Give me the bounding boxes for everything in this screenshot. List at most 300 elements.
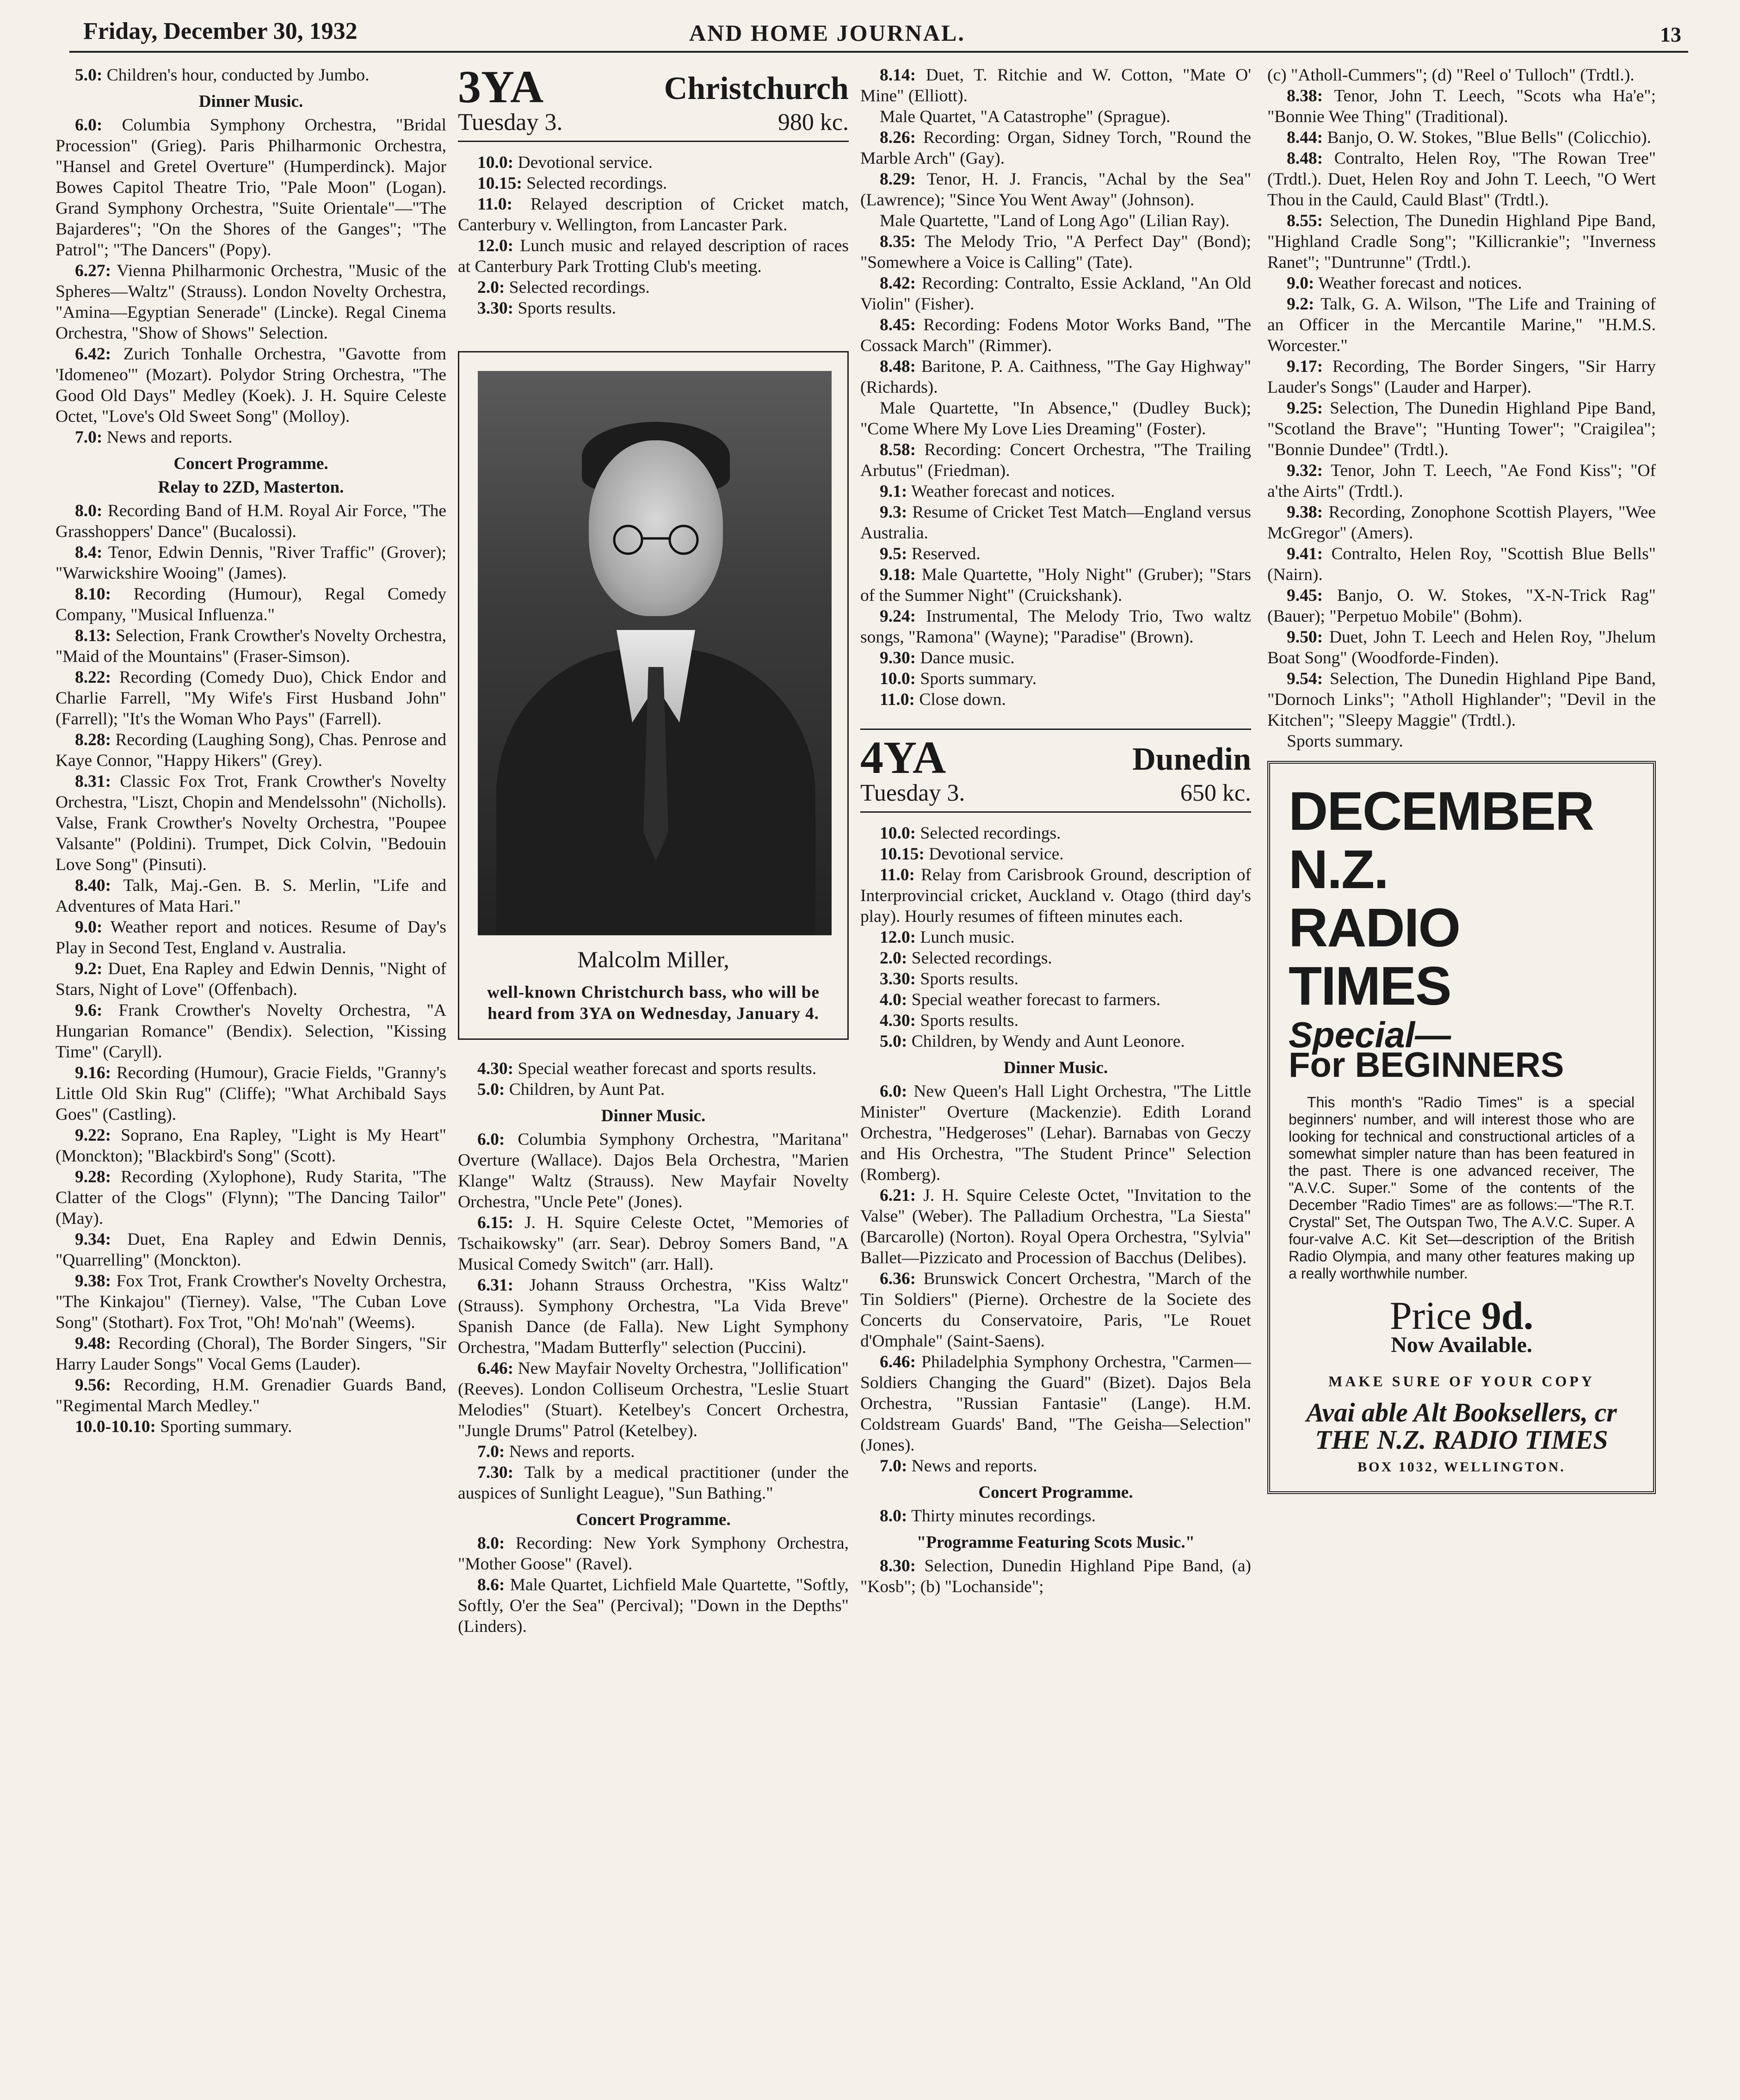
programme-entry bbox=[1267, 398, 1656, 460]
programme-time: 6.36: bbox=[880, 1269, 916, 1288]
ad-address: BOX 1032, WELLINGTON. bbox=[1357, 1459, 1566, 1475]
programme-time: 8.13: bbox=[75, 626, 111, 645]
programme-text: Frank Crowther's Novelty Orchestra, "A Hungarian Romance" (Bendix). Selection, "Kissing Time" (Caryll). bbox=[56, 1001, 446, 1062]
programme-entry bbox=[860, 1506, 1251, 1526]
programme-text: Columbia Symphony Orchestra, "Bridal Procession" (Grieg). Paris Philharmonic Orchestra, "Hansel and Gretel Overture" (Humperdinck). Major Bowes Capitol Theatre Trio, "Pale Moon" (Logan). Grand Symphony Orchestra, "Suite Orientale"—"The Bajarderes"; "On the Shores of the Ganges"; "The Patrol"; "The Dancers" (Popy). bbox=[56, 116, 446, 259]
programme-entry bbox=[56, 958, 446, 1000]
col3-dinner-list bbox=[860, 1081, 1251, 1476]
programme-text: Lunch music and relayed description of races at Canterbury Park Trotting Club's meeting. bbox=[458, 236, 849, 276]
programme-entry bbox=[56, 344, 446, 427]
programme-text: Resume of Cricket Test Match—England versus Australia. bbox=[860, 503, 1251, 543]
programme-entry bbox=[56, 427, 446, 448]
programme-entry bbox=[860, 127, 1251, 169]
programme-time: 6.0: bbox=[477, 1130, 505, 1149]
ad-body-text: This month's "Radio Times" is a special beginners' number, and will interest those who are looking for technical and constructional articles of a somewhat simpler nature than has been featured in the past. There is one advanced receiver, The "A.V.C. Super." Some of the contents of the December "Radio Times" are as follows:—"The R.T. Crystal" Set, The Outspan Two, The A.V.C. Super. A four-valve A.C. Kit Set—description of the British Radio Olympia, and many other features making up a really worthwhile number. bbox=[1289, 1094, 1635, 1282]
col3-concert-list-1 bbox=[860, 1506, 1251, 1526]
programme-time: 8.0: bbox=[880, 1507, 907, 1526]
programme-entry bbox=[1267, 627, 1656, 668]
programme-entry bbox=[1267, 460, 1656, 502]
programme-entry bbox=[458, 1358, 849, 1441]
programme-text: J. H. Squire Celeste Octet, "Invitation to the Valse" (Weber). The Palladium Orchestra, "La Siesta" (Barcarolle) (Norton). Royal Opera Orchestra, "Sylvia" Ballet—Pizzicato and Procession of Bacchus (Delibes). bbox=[860, 1186, 1251, 1267]
programme-text: News and reports. bbox=[907, 1457, 1037, 1476]
programme-entry bbox=[860, 169, 1251, 210]
programme-entry bbox=[860, 1268, 1251, 1352]
programme-time: 5.0: bbox=[75, 66, 103, 85]
programme-entry bbox=[56, 917, 446, 958]
programme-text: Sports results. bbox=[513, 299, 617, 318]
programme-entry bbox=[860, 989, 1251, 1010]
photo-caption-name: Malcolm Miller, bbox=[577, 946, 729, 972]
programme-entry bbox=[860, 1010, 1251, 1031]
programme-text: Recording (Laughing Song), Chas. Penrose and Kaye Connor, "Happy Hikers" (Grey). bbox=[56, 730, 446, 770]
programme-time: 12.0: bbox=[880, 928, 916, 947]
programme-entry bbox=[458, 298, 849, 319]
programme-text: Brunswick Concert Orchestra, "March of the Tin Soldiers" (Pierne). Orchestre de la Societe des Concerts du Conservatoire, Paris, "Le Rouet d'Omphale" (Saint-Saens). bbox=[860, 1269, 1251, 1351]
station-city: Dunedin bbox=[1132, 741, 1251, 777]
programme-time: 4.30: bbox=[477, 1059, 514, 1078]
ad-price bbox=[1289, 1293, 1635, 1338]
col3-concert-heading: Concert Programme. bbox=[978, 1483, 1133, 1502]
programme-text: New Queen's Hall Light Orchestra, "The Little Minister" Overture (Mackenzie). Edith Lorand Orchestra, "Hedgeroses" (Lehar). Barnabas von Geczy and His Orchestra, "The Student Prince" Selection (Romberg). bbox=[860, 1082, 1251, 1184]
programme-text: Selection, The Dunedin Highland Pipe Band, "Dornoch Links"; "Atholl Highlander"; "Devil in the Kitchen"; "Sleepy Maggie" (Trdtl.). bbox=[1267, 669, 1656, 730]
programme-time: 11.0: bbox=[880, 865, 915, 884]
programme-text: Recording, Zonophone Scottish Players, "Wee McGregor" (Amers). bbox=[1267, 503, 1656, 543]
programme-time: 7.30: bbox=[477, 1463, 514, 1482]
programme-text: J. H. Squire Celeste Octet, "Memories of Tschaikowsky" (arr. Sear). Debroy Somers Band, "A Musical Comedy Switch" (arr. Hall). bbox=[458, 1213, 849, 1274]
programme-time: 8.26: bbox=[880, 128, 916, 147]
station-frequency: 980 kc. bbox=[777, 109, 849, 136]
programme-text: Selected recordings. bbox=[522, 174, 667, 193]
col1-concert-heading: Concert Programme. bbox=[173, 454, 328, 473]
programme-text: Children, by Aunt Pat. bbox=[505, 1080, 665, 1099]
programme-entry bbox=[458, 1129, 849, 1212]
programme-text: Duet, John T. Leech and Helen Roy, "Jhelum Boat Song" (Woodforde-Finden). bbox=[1267, 628, 1656, 667]
programme-entry bbox=[56, 115, 446, 260]
programme-time: 9.5: bbox=[880, 544, 907, 563]
programme-entry bbox=[860, 231, 1251, 273]
programme-time: 8.0: bbox=[477, 1534, 505, 1553]
programme-entry bbox=[860, 1081, 1251, 1185]
programme-time: 2.0: bbox=[477, 278, 505, 297]
ad-make-sure: MAKE SURE OF YOUR COPY bbox=[1328, 1373, 1595, 1390]
programme-entry bbox=[860, 606, 1251, 648]
ad-available-at: Avai able Alt Booksellers, cr bbox=[1306, 1397, 1617, 1427]
programme-text: Classic Fox Trot, Frank Crowther's Novelty Orchestra, "Liszt, Chopin and Mendelssohn" (Nicholls). Valse, Frank Crowther's Novelty Orchestra, "Poupee Valsante" (Poldini). Trumpet, Dick Colvin, "Bedouin Love Song" (Pinsuti). bbox=[56, 772, 446, 874]
programme-text: Fox Trot, Frank Crowther's Novelty Orchestra, "The Kinkajou" (Tierney). Valse, "The Cuban Love Song" (Stothart). Fox Trot, "Oh! Mo'nah" (Weems). bbox=[56, 1272, 446, 1332]
programme-text: Male Quartet, Lichfield Male Quartette, "Softly, Softly, O'er the Sea" (Percival); "Down in the Depths" (Linders). bbox=[458, 1575, 849, 1636]
programme-text: Weather forecast and notices. bbox=[907, 482, 1115, 501]
programme-entry bbox=[860, 544, 1251, 564]
programme-entry bbox=[56, 260, 446, 344]
programme-time: 9.41: bbox=[1287, 544, 1323, 563]
ad-headline-2: N.Z. bbox=[1289, 839, 1388, 900]
photo-caption-text: well-known Christchurch bass, who will be heard from 3YA on Wednesday, January 4. bbox=[487, 983, 820, 1023]
ad-now-available: Now Available. bbox=[1391, 1333, 1532, 1357]
programme-entry bbox=[56, 1125, 446, 1167]
programme-time: 6.42: bbox=[75, 345, 111, 364]
programme-text: Columbia Symphony Orchestra, "Maritana" Overture (Wallace). Dajos Bela Orchestra, "Marien Klange" Waltz (Strauss). New Mayfair Novelty Orchestra, "Uncle Pete" (Jones). bbox=[458, 1130, 849, 1211]
programme-entry bbox=[860, 865, 1251, 927]
programme-time: 9.17: bbox=[1287, 357, 1323, 376]
programme-text: Contralto, Helen Roy, "The Rowan Tree" (Trdtl.). Duet, Helen Roy and John T. Leech, "O Wert Thou in the Cauld, Cauld Blast" (Trdtl.). bbox=[1267, 149, 1656, 210]
programme-time: 9.22: bbox=[75, 1126, 111, 1145]
programme-time: 6.27: bbox=[75, 261, 111, 280]
programme-entry bbox=[458, 1079, 849, 1100]
programme-entry bbox=[860, 481, 1251, 502]
column-3 bbox=[860, 65, 1251, 2063]
programme-text: The Melody Trio, "A Perfect Day" (Bond); "Somewhere a Voice is Calling" (Tate). bbox=[860, 232, 1251, 272]
col1-dinner-list bbox=[56, 115, 446, 448]
programme-time: 9.28: bbox=[75, 1167, 111, 1186]
col1-concert-list bbox=[56, 500, 446, 1437]
programme-time: 9.38: bbox=[75, 1272, 111, 1291]
header-title: AND HOME JOURNAL. bbox=[689, 20, 965, 46]
programme-text: Male Quartet, "A Catastrophe" (Sprague). bbox=[880, 107, 1171, 126]
programme-entry bbox=[860, 356, 1251, 398]
programme-entry bbox=[860, 969, 1251, 989]
programme-text: Recording (Choral), The Border Singers, "Sir Harry Lauder Songs" Vocal Gems (Lauder). bbox=[56, 1334, 446, 1374]
column-4 bbox=[1267, 65, 1656, 2063]
programme-time: 10.0-10.10: bbox=[75, 1417, 156, 1436]
programme-text: Weather forecast and notices. bbox=[1314, 274, 1522, 293]
programme-entry bbox=[56, 1167, 446, 1229]
programme-time: 7.0: bbox=[880, 1457, 907, 1476]
programme-time: 11.0: bbox=[880, 690, 915, 709]
programme-time: 8.40: bbox=[75, 876, 111, 895]
programme-time: 3.30: bbox=[477, 299, 514, 318]
programme-entry bbox=[860, 668, 1251, 689]
programme-entry bbox=[56, 1000, 446, 1062]
programme-entry bbox=[1267, 210, 1656, 273]
programme-time: 9.24: bbox=[880, 607, 916, 626]
col2-top-list bbox=[458, 152, 849, 319]
col3-top-list bbox=[860, 65, 1251, 710]
programme-entry bbox=[860, 948, 1251, 969]
programme-entry bbox=[458, 1575, 849, 1637]
col1-intro bbox=[56, 65, 446, 86]
programme-text: News and reports. bbox=[505, 1442, 635, 1461]
programme-entry bbox=[860, 1556, 1251, 1597]
programme-text: Children, by Wendy and Aunt Leonore. bbox=[907, 1032, 1185, 1051]
programme-text: (c) "Atholl-Cummers"; (d) "Reel o' Tulloch" (Trdtl.). bbox=[1267, 66, 1635, 85]
ad-headline-3: RADIO TIMES bbox=[1289, 897, 1460, 1017]
programme-entry bbox=[458, 277, 849, 298]
programme-time: 9.25: bbox=[1287, 399, 1323, 418]
programme-text: Sports results. bbox=[916, 970, 1019, 988]
programme-time: 6.0: bbox=[75, 116, 103, 135]
programme-entry bbox=[860, 106, 1251, 127]
programme-entry bbox=[860, 689, 1251, 710]
programme-time: 8.22: bbox=[75, 668, 111, 687]
programme-text: Zurich Tonhalle Orchestra, "Gavotte from 'Idomeneo'" (Mozart). Polydor String Orchestra, "The Good Old Days" Medley (Koek). J. H. Squire Celeste Octet, "Love's Old Sweet Song" (Molloy). bbox=[56, 345, 446, 426]
programme-text: Thirty minutes recordings. bbox=[907, 1507, 1096, 1526]
programme-time: 12.0: bbox=[477, 236, 514, 255]
programme-text: Male Quartette, "Land of Long Ago" (Lilian Ray). bbox=[880, 211, 1230, 230]
programme-text: Selection, Frank Crowther's Novelty Orchestra, "Maid of the Mountains" (Fraser-Simson). bbox=[56, 626, 446, 666]
programme-entry bbox=[860, 564, 1251, 606]
header-date: Friday, December 30, 1932 bbox=[83, 18, 358, 44]
programme-entry bbox=[458, 1462, 849, 1504]
programme-text: Weather report and notices. Resume of Day's Play in Second Test, England v. Australia. bbox=[56, 918, 446, 957]
programme-text: Children's hour, conducted by Jumbo. bbox=[102, 66, 370, 85]
programme-text: Dance music. bbox=[916, 649, 1015, 667]
programme-entry bbox=[56, 1229, 446, 1271]
programme-text: Talk by a medical practitioner (under the auspices of Sunlight League), "Sun Bathing." bbox=[458, 1463, 849, 1503]
programme-text: Male Quartette, "Holy Night" (Gruber); "Stars of the Summer Night" (Cruickshank). bbox=[860, 565, 1251, 605]
programme-entry bbox=[1267, 294, 1656, 356]
programme-entry bbox=[56, 771, 446, 875]
programme-text: Selection, Dunedin Highland Pipe Band, (a) "Kosb"; (b) "Lochanside"; bbox=[860, 1556, 1251, 1596]
programme-time: 10.0: bbox=[880, 669, 916, 688]
programme-entry bbox=[860, 273, 1251, 315]
programme-time: 8.42: bbox=[880, 274, 916, 293]
programme-text: Selected recordings. bbox=[907, 949, 1052, 968]
programme-time: 8.0: bbox=[75, 501, 103, 520]
programme-time: 6.46: bbox=[880, 1353, 916, 1371]
programme-time: 6.46: bbox=[477, 1359, 514, 1378]
programme-time: 9.2: bbox=[1287, 295, 1314, 314]
programme-text: Selection, The Dunedin Highland Pipe Band, "Highland Cradle Song"; "Killicrankie"; "Inverness Ranet"; "Duntrunne" (Trdtl.). bbox=[1267, 211, 1656, 272]
programme-time: 9.3: bbox=[880, 503, 907, 522]
programme-time: 5.0: bbox=[477, 1080, 505, 1099]
programme-time: 6.21: bbox=[880, 1186, 916, 1205]
programme-entry bbox=[56, 1333, 446, 1375]
programme-entry bbox=[860, 1456, 1251, 1476]
programme-time: 8.28: bbox=[75, 730, 111, 749]
programme-time: 9.2: bbox=[75, 959, 103, 978]
programme-time: 8.31: bbox=[75, 772, 111, 791]
ad-special: Special— bbox=[1289, 1014, 1451, 1055]
col2-concert-heading: Concert Programme. bbox=[576, 1510, 731, 1529]
programme-time: 9.18: bbox=[880, 565, 916, 584]
station-frequency: 650 kc. bbox=[1180, 780, 1251, 806]
programme-time: 8.35: bbox=[880, 232, 916, 251]
programme-entry bbox=[860, 1352, 1251, 1456]
programme-text: Tenor, H. J. Francis, "Achal by the Sea" (Lawrence); "Since You Went Away" (Johnson). bbox=[860, 170, 1251, 210]
col1-relay-heading: Relay to 2ZD, Masterton. bbox=[158, 478, 344, 497]
programme-entry bbox=[1267, 731, 1656, 752]
programme-entry bbox=[56, 65, 446, 86]
col3-concert-list-2 bbox=[860, 1556, 1251, 1597]
programme-time: 8.4: bbox=[75, 543, 103, 562]
programme-text: Talk, G. A. Wilson, "The Life and Training of an Officer in the Mercantile Marine," "H.M.S. Worcester." bbox=[1267, 295, 1656, 355]
programme-time: 10.0: bbox=[880, 824, 916, 843]
programme-time: 8.6: bbox=[477, 1575, 505, 1594]
programme-text: Reserved. bbox=[907, 544, 981, 563]
programme-text: Contralto, Helen Roy, "Scottish Blue Bells" (Nairn). bbox=[1267, 544, 1656, 584]
page-header bbox=[69, 9, 1688, 53]
portrait-photo bbox=[478, 371, 832, 935]
programme-time: 8.10: bbox=[75, 585, 111, 604]
programme-text: New Mayfair Novelty Orchestra, "Jollification" (Reeves). London Colliseum Orchestra, "Leslie Stuart Melodies" (Stuart). Ketelbey's Concert Orchestra, "Jungle Drums" Patrol (Ketelbey). bbox=[458, 1359, 849, 1440]
station-code: 3YA bbox=[458, 65, 544, 112]
programme-entry bbox=[860, 648, 1251, 668]
programme-entry bbox=[458, 152, 849, 173]
programme-entry bbox=[56, 729, 446, 771]
programme-entry bbox=[458, 1058, 849, 1079]
col2-dinner-list bbox=[458, 1129, 849, 1504]
programme-text: Lunch music. bbox=[916, 928, 1015, 947]
programme-text: Baritone, P. A. Caithness, "The Gay Highway" (Richards). bbox=[860, 357, 1251, 397]
programme-time: 6.0: bbox=[880, 1082, 907, 1101]
programme-time: 9.0: bbox=[1287, 274, 1314, 293]
programme-text: Sports results. bbox=[916, 1011, 1019, 1030]
programme-text: Male Quartette, "In Absence," (Dudley Buck); "Come Where My Love Lies Dreaming" (Foster). bbox=[860, 399, 1251, 439]
programme-text: Recording: Fodens Motor Works Band, "The Cossack March" (Rimmer). bbox=[860, 315, 1251, 355]
programme-entry bbox=[1267, 668, 1656, 731]
column-1 bbox=[56, 65, 446, 2063]
programme-text: Recording: Contralto, Essie Ackland, "An Old Violin" (Fisher). bbox=[860, 274, 1251, 314]
ad-beginners: For BEGINNERS bbox=[1289, 1045, 1564, 1085]
programme-time: 5.0: bbox=[880, 1032, 907, 1051]
programme-entry bbox=[56, 1375, 446, 1416]
col3-dinner-heading: Dinner Music. bbox=[1003, 1058, 1108, 1077]
programme-text: Close down. bbox=[915, 690, 1006, 709]
programme-time: 8.44: bbox=[1287, 128, 1323, 147]
programme-text: Special weather forecast to farmers. bbox=[907, 990, 1161, 1009]
programme-time: 3.30: bbox=[880, 970, 916, 988]
programme-time: 9.1: bbox=[880, 482, 907, 501]
programme-time: 11.0: bbox=[477, 195, 513, 214]
programme-entry bbox=[1267, 585, 1656, 627]
programme-text: Relay from Carisbrook Ground, description of Interprovincial cricket, Auckland v. Otago (third day's play). Hourly resumes of fifteen minutes each. bbox=[860, 865, 1251, 926]
programme-time: 8.45: bbox=[880, 315, 916, 334]
programme-entry bbox=[1267, 148, 1656, 210]
programme-time: 9.38: bbox=[1287, 503, 1323, 522]
programme-time: 9.45: bbox=[1287, 586, 1323, 605]
page-number: 13 bbox=[1660, 23, 1681, 46]
programme-text: Soprano, Ena Rapley, "Light is My Heart" (Monckton); "Blackbird's Song" (Scott). bbox=[56, 1126, 446, 1166]
programme-time: 9.34: bbox=[75, 1230, 111, 1249]
glasses-icon bbox=[603, 524, 709, 556]
programme-text: Recording (Humour), Gracie Fields, "Granny's Little Old Skin Rug" (Cliffe); "What Archibald Says Goes" (Castling). bbox=[56, 1063, 446, 1124]
programme-time: 8.29: bbox=[880, 170, 916, 189]
programme-text: Recording: Organ, Sidney Torch, "Round the Marble Arch" (Gay). bbox=[860, 128, 1251, 168]
programme-time: 8.55: bbox=[1287, 211, 1323, 230]
station-day: Tuesday 3. bbox=[458, 109, 563, 136]
col3-scots-heading: "Programme Featuring Scots Music." bbox=[916, 1533, 1195, 1552]
programme-time: 9.6: bbox=[75, 1001, 103, 1020]
programme-entry bbox=[458, 1212, 849, 1275]
programme-text: Tenor, John T. Leech, "Scots wha Ha'e"; "Bonnie Wee Thing" (Traditional). bbox=[1267, 86, 1656, 126]
programme-entry bbox=[860, 210, 1251, 231]
programme-text: Selected recordings. bbox=[916, 824, 1061, 843]
programme-text: Johann Strauss Orchestra, "Kiss Waltz" (Strauss). Symphony Orchestra, "La Vida Breve" Spanish Dance (de Falla). New Light Symphony Orchestra, "Madam Butterfly" selection (Puccini). bbox=[458, 1276, 849, 1357]
programme-time: 9.30: bbox=[880, 649, 916, 667]
programme-text: Recording, H.M. Grenadier Guards Band, "Regimental March Medley." bbox=[56, 1376, 446, 1415]
programme-time: 10.0: bbox=[477, 153, 514, 172]
programme-text: Recording, The Border Singers, "Sir Harry Lauder's Songs" (Lauder and Harper). bbox=[1267, 357, 1656, 397]
programme-time: 4.0: bbox=[880, 990, 907, 1009]
ad-price-value: 9d. bbox=[1481, 1293, 1534, 1338]
programme-text: Duet, Ena Rapley and Edwin Dennis, "Night of Stars, Night of Love" (Offenbach). bbox=[56, 959, 446, 999]
photo-feature bbox=[458, 351, 849, 1040]
programme-text: Banjo, O. W. Stokes, "Blue Bells" (Colicchio). bbox=[1323, 128, 1651, 147]
programme-time: 8.48: bbox=[1287, 149, 1323, 168]
programme-time: 6.15: bbox=[477, 1213, 514, 1232]
programme-entry bbox=[458, 1441, 849, 1462]
programme-entry bbox=[860, 315, 1251, 356]
programme-time: 10.15: bbox=[880, 845, 925, 864]
programme-time: 8.58: bbox=[880, 440, 916, 459]
programme-entry bbox=[860, 439, 1251, 481]
station-code: 4YA bbox=[860, 732, 946, 783]
programme-entry bbox=[56, 625, 446, 667]
programme-text: Sporting summary. bbox=[155, 1417, 292, 1436]
programme-time: 9.32: bbox=[1287, 461, 1323, 480]
programme-entry bbox=[56, 500, 446, 542]
col1-dinner-heading: Dinner Music. bbox=[198, 92, 303, 111]
programme-entry bbox=[860, 1031, 1251, 1052]
col4-top-list bbox=[1267, 65, 1656, 752]
programme-text: Special weather forecast and sports results. bbox=[513, 1059, 817, 1078]
programme-entry bbox=[458, 194, 849, 235]
programme-text: Recording: Concert Orchestra, "The Trailing Arbutus" (Friedman). bbox=[860, 440, 1251, 480]
station-4ya-header bbox=[860, 729, 1251, 813]
programme-text: Selection, The Dunedin Highland Pipe Band, "Scotland the Brave"; "Hunting Tower"; "Craigilea"; "Bonnie Dundee" (Trdtl.). bbox=[1267, 399, 1656, 459]
programme-entry bbox=[1267, 356, 1656, 398]
programme-time: 10.15: bbox=[477, 174, 522, 193]
programme-entry bbox=[1267, 127, 1656, 148]
programme-time: 8.48: bbox=[880, 357, 916, 376]
programme-entry bbox=[860, 65, 1251, 106]
programme-text: Sports summary. bbox=[1287, 732, 1403, 751]
programme-time: 8.14: bbox=[880, 66, 916, 85]
programme-time: 8.30: bbox=[880, 1556, 916, 1575]
programme-entry bbox=[56, 584, 446, 625]
programme-time: 9.54: bbox=[1287, 669, 1323, 688]
col2-bottom-list bbox=[458, 1058, 849, 1100]
programme-entry bbox=[56, 1271, 446, 1333]
programme-time: 8.38: bbox=[1287, 86, 1323, 105]
programme-text: Vienna Philharmonic Orchestra, "Music of the Spheres—Waltz" (Strauss). London Novelty Orchestra, "Amina—Egyptian Senerade" (Lincke). Regal Cinema Orchestra, "Show of Shows" Selection. bbox=[56, 261, 446, 343]
programme-text: Recording: New York Symphony Orchestra, "Mother Goose" (Ravel). bbox=[458, 1534, 849, 1574]
programme-entry bbox=[860, 844, 1251, 865]
programme-text: Devotional service. bbox=[924, 845, 1064, 864]
programme-time: 7.0: bbox=[477, 1442, 505, 1461]
programme-text: Tenor, Edwin Dennis, "River Traffic" (Grover); "Warwickshire Wooing" (James). bbox=[56, 543, 446, 583]
station-city: Christchurch bbox=[664, 71, 849, 106]
col3-day-list bbox=[860, 823, 1251, 1052]
programme-entry bbox=[1267, 86, 1656, 127]
station-day: Tuesday 3. bbox=[860, 780, 965, 806]
programme-text: Talk, Maj.-Gen. B. S. Merlin, "Life and Adventures of Mata Hari." bbox=[56, 876, 446, 916]
programme-text: Philadelphia Symphony Orchestra, "Carmen—Soldiers Changing the Guard" (Bizet). Dajos Bela Orchestra, "Russian Fantasie" (Lange). H.M. Coldstream Guards' Band, "The Geisha—Selection" (Jones). bbox=[860, 1353, 1251, 1455]
programme-text: Tenor, John T. Leech, "Ae Fond Kiss"; "Of a'the Airts" (Trdtl.). bbox=[1267, 461, 1656, 501]
programme-time: 9.48: bbox=[75, 1334, 111, 1353]
programme-text: Instrumental, The Melody Trio, Two waltz songs, "Ramona" (Wayne); "Paradise" (Brown). bbox=[860, 607, 1251, 647]
programme-text: Selected recordings. bbox=[505, 278, 650, 297]
programme-time: 9.56: bbox=[75, 1376, 111, 1395]
programme-time: 9.16: bbox=[75, 1063, 111, 1082]
ad-headline-1: DECEMBER bbox=[1289, 781, 1594, 842]
programme-time: 2.0: bbox=[880, 949, 907, 968]
programme-entry bbox=[56, 875, 446, 917]
programme-text: News and reports. bbox=[102, 428, 233, 447]
programme-time: 6.31: bbox=[477, 1276, 514, 1295]
programme-time: 9.0: bbox=[75, 918, 103, 937]
programme-text: Recording (Humour), Regal Comedy Company, "Musical Influenza." bbox=[56, 585, 446, 624]
programme-time: 9.50: bbox=[1287, 628, 1323, 647]
col2-concert-list bbox=[458, 1533, 849, 1637]
col2-dinner-heading: Dinner Music. bbox=[601, 1106, 706, 1125]
programme-entry bbox=[458, 1275, 849, 1358]
programme-entry bbox=[1267, 273, 1656, 294]
ad-price-label: Price bbox=[1389, 1293, 1472, 1338]
radio-times-advert bbox=[1267, 761, 1656, 1494]
programme-text: Devotional service. bbox=[513, 153, 653, 172]
programme-entry bbox=[860, 398, 1251, 439]
